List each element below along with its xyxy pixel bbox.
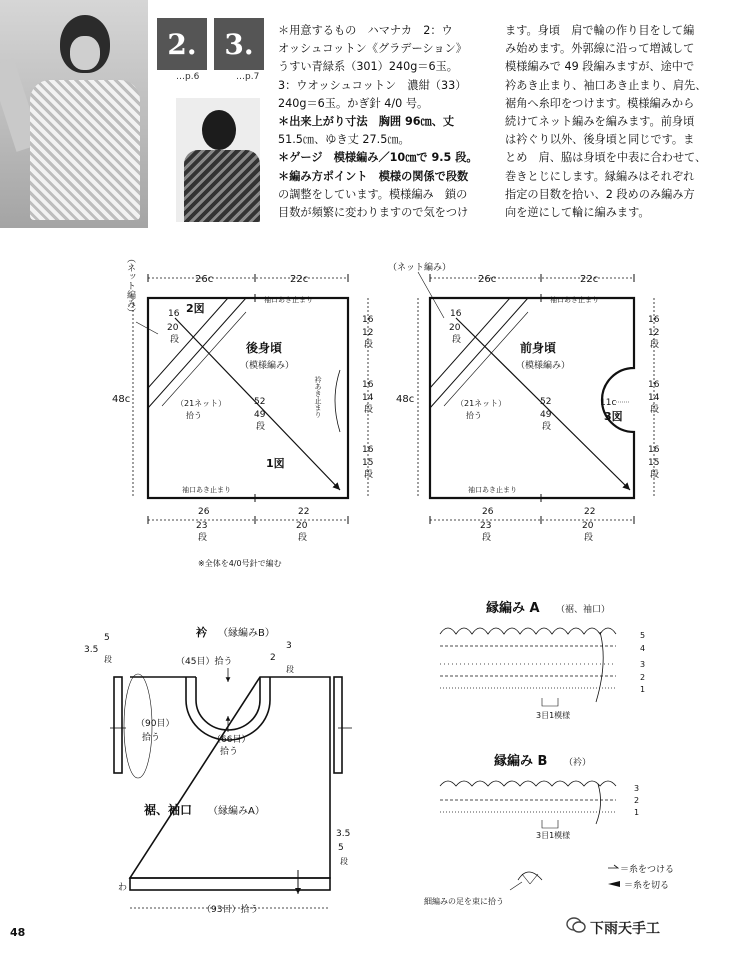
row-number: 1 [640, 685, 646, 694]
front-right-dim-3-r: 15 [648, 458, 660, 468]
edging-a-title: 縁編み A [486, 601, 540, 616]
text-line: 3：ウオッシュコットン 濃紺（33） [278, 78, 467, 92]
front-net-label: （ネット編み） [388, 263, 452, 273]
dan-label: 段 [256, 422, 266, 432]
pattern-number-tile-2: 2. [157, 18, 207, 70]
dan-label: 段 [650, 470, 660, 480]
watermark: 下雨天手工 [590, 921, 660, 937]
front-bottom-right-c: 22 [584, 507, 596, 517]
front-bottom-right-r: 20 [582, 521, 594, 531]
dan-label: 段 [198, 533, 208, 543]
back-sleeve-bottom-mark: 袖口あき止まり [182, 486, 231, 494]
dan-label: 段 [298, 533, 308, 543]
front-corner-rows: 20 [449, 323, 461, 333]
back-corner-c: 16 [168, 309, 180, 319]
text-line: ます。身頃 肩で輪の作り目をして編 [505, 24, 695, 37]
text-line: ＊編み方ポイント 模様の関係で段数 [278, 169, 469, 183]
back-diag-length: 52 [254, 397, 266, 407]
text-line: オッシュコットン《グラデーション》 [278, 42, 467, 56]
back-subtitle: （模様編み） [240, 361, 295, 371]
front-sleeve-top-mark: 袖口あき止まり [550, 296, 599, 304]
text-line: 目数が頻繁に変わりますので気をつけ [278, 206, 469, 220]
text-line: 模様編みで 49 段編みますが、途中で [505, 60, 695, 74]
hem-pick-93: （93目）拾う [202, 905, 259, 915]
back-piece [112, 254, 374, 543]
back-right-dim-2-c: 16 [362, 380, 374, 390]
text-line: み始めます。外郭線に沿って増減して [505, 42, 695, 56]
front-top-right-dim: 22c [580, 274, 599, 285]
row-number: 3 [634, 784, 640, 793]
text-line: ＊出来上がり寸法 胸囲 96㎝、丈 [278, 115, 455, 129]
dan-label: 段 [650, 340, 660, 350]
collar-title: 衿 [196, 626, 207, 639]
front-piece [388, 261, 660, 543]
front-height: 48c [396, 394, 415, 405]
dan-label: 段 [340, 857, 348, 866]
collar-subtitle: （縁編みB） [218, 628, 275, 639]
front-right-dim-1-r: 12 [648, 328, 660, 338]
back-top-right-dim: 22c [290, 274, 309, 285]
edge-left-width: 3.5 [84, 645, 99, 655]
dan-label: 段 [482, 533, 492, 543]
text-line: 裾角へ糸印をつけます。模様編みから [505, 96, 695, 110]
wechat-icon [566, 916, 586, 934]
edging-b-repeat: 3目1模様 [536, 831, 571, 840]
collar-pick-66: （66目） [212, 735, 251, 745]
back-collar-mark: 衿あき止まり [314, 376, 322, 418]
dan-label: 段 [584, 533, 594, 543]
back-bottom-left-c: 26 [198, 507, 210, 517]
legend [424, 864, 674, 906]
back-right-dim-3-c: 16 [362, 445, 374, 455]
back-bottom-left-r: 23 [196, 521, 208, 531]
dan-label: 段 [364, 340, 374, 350]
legend-bundle: 細編みの足を束に拾う [424, 897, 504, 906]
dan-label: 段 [104, 655, 112, 664]
front-fig3-label: 3図 [604, 410, 623, 423]
sleeve-pick-90-label: 拾う [142, 733, 161, 743]
dan-label: 段 [452, 335, 462, 345]
back-diag-rows: 49 [254, 410, 266, 420]
dan-label: 段 [170, 335, 180, 345]
back-sleeve-top-mark: 袖口あき止まり [264, 296, 313, 304]
back-fig2-label: 2図 [186, 302, 205, 315]
row-number: 2 [640, 673, 646, 682]
collar-right-rows: 3 [286, 641, 292, 651]
front-right-dim-2-c: 16 [648, 380, 660, 390]
needle-note: ※全体を4/0号針で編む [198, 559, 282, 568]
pattern-number-tile-3: 3. [214, 18, 264, 70]
dan-label: 段 [650, 405, 660, 415]
front-right-dim-1-c: 16 [648, 315, 660, 325]
text-line: 51.5㎝、ゆき丈 27.5㎝。 [278, 133, 410, 147]
front-neck-width: 11c [600, 398, 617, 408]
edging-a-chart [440, 600, 645, 720]
back-net-label: （ネット編み） [125, 254, 135, 317]
front-pick-label: 拾う [466, 411, 482, 420]
join-round-label: わ [118, 883, 128, 893]
front-bottom-left-r: 23 [480, 521, 492, 531]
legend-join: ＝糸をつける [620, 865, 675, 875]
text-line: 続けてネット編みを編みます。前身頃 [505, 115, 695, 129]
edging-b-chart [440, 753, 639, 840]
text-line: 指定の目数を拾い、2 段めのみ編み方 [505, 187, 695, 201]
back-pick-count: （21ネット） [176, 399, 227, 408]
text-line: とめ 肩、脇は身頃を中表に合わせて、 [505, 151, 707, 165]
front-right-dim-2-r: 14 [648, 393, 660, 403]
dan-label: 段 [286, 665, 294, 674]
row-number: 3 [640, 660, 646, 669]
collar-pick-45: （45目）拾う [176, 657, 233, 667]
front-title: 前身頃 [520, 341, 557, 355]
legend-cut: ＝糸を切る [624, 881, 670, 891]
row-number: 4 [640, 644, 646, 653]
back-corner-rows: 20 [167, 323, 179, 333]
text-line: の調整をしています。模様編み 鎖の [278, 187, 468, 201]
back-right-dim-2-r: 14 [362, 393, 374, 403]
row-number: 5 [640, 631, 646, 640]
edge-left-rows: 5 [104, 633, 110, 643]
page-ref-3: …p.7 [236, 72, 260, 82]
page-number: 48 [10, 926, 26, 939]
back-title: 後身頃 [246, 341, 283, 355]
sleeve-pick-90: （90目） [136, 719, 175, 729]
back-right-dim-1-c: 16 [362, 315, 374, 325]
back-right-dim-1-r: 12 [362, 328, 374, 338]
text-line: 巻きとじにします。縁編みはそれぞれ [505, 169, 695, 183]
text-line: うすい青緑系（301）240g＝6玉。 [278, 60, 458, 74]
collar-pick-66-label: 拾う [220, 747, 239, 757]
front-bottom-left-c: 26 [482, 507, 494, 517]
back-height: 48c [112, 394, 131, 405]
edging-a-repeat: 3目1模様 [536, 711, 571, 720]
front-top-left-dim: 26c [478, 274, 497, 285]
text-line: ＊用意するもの ハマナカ 2：ウ [278, 24, 453, 37]
text-line: ＊ゲージ 模様編み／10㎝で 9.5 段。 [278, 151, 478, 165]
text-line: 向を逆にして輪に編みます。 [505, 206, 650, 220]
front-diag-length: 52 [540, 397, 552, 407]
collar-right-width: 2 [270, 653, 276, 663]
dan-label: 段 [542, 422, 552, 432]
front-subtitle: （模様編み） [516, 361, 571, 371]
back-right-dim-3-r: 15 [362, 458, 374, 468]
edging-b-title: 縁編み B [494, 754, 548, 769]
edging-b-subtitle: （衿） [564, 758, 592, 768]
finishing-diagram [84, 625, 352, 915]
text-line: 240g＝6玉。かぎ針 4/0 号。 [278, 96, 429, 110]
dan-label: 段 [364, 405, 374, 415]
front-sleeve-bottom-mark: 袖口あき止まり [468, 486, 517, 494]
edging-a-subtitle: （裾、袖口） [556, 605, 611, 615]
back-bottom-right-c: 22 [298, 507, 310, 517]
back-fig1-label: 1図 [266, 457, 285, 470]
front-pick-count: （21ネット） [456, 399, 507, 408]
page-ref-2: …p.6 [176, 72, 200, 82]
front-diag-rows: 49 [540, 410, 552, 420]
dan-label: 段 [364, 470, 374, 480]
hem-title: 裾、袖口 [144, 803, 193, 817]
hem-right-width: 3.5 [336, 829, 351, 839]
hem-subtitle: （縁編みA） [208, 806, 265, 817]
back-bottom-right-r: 20 [296, 521, 308, 531]
row-number: 2 [634, 796, 640, 805]
front-corner-c: 16 [450, 309, 462, 319]
text-line: は衿ぐり以外、後身頃と同じです。ま [505, 133, 695, 147]
back-pick-label: 拾う [186, 411, 202, 420]
back-top-left-dim: 26c [195, 274, 214, 285]
hem-right-rows: 5 [338, 843, 344, 853]
row-number: 1 [634, 808, 640, 817]
front-right-dim-3-c: 16 [648, 445, 660, 455]
text-line: 衿あき止まり、袖口あき止まり、肩先、 [505, 78, 707, 92]
